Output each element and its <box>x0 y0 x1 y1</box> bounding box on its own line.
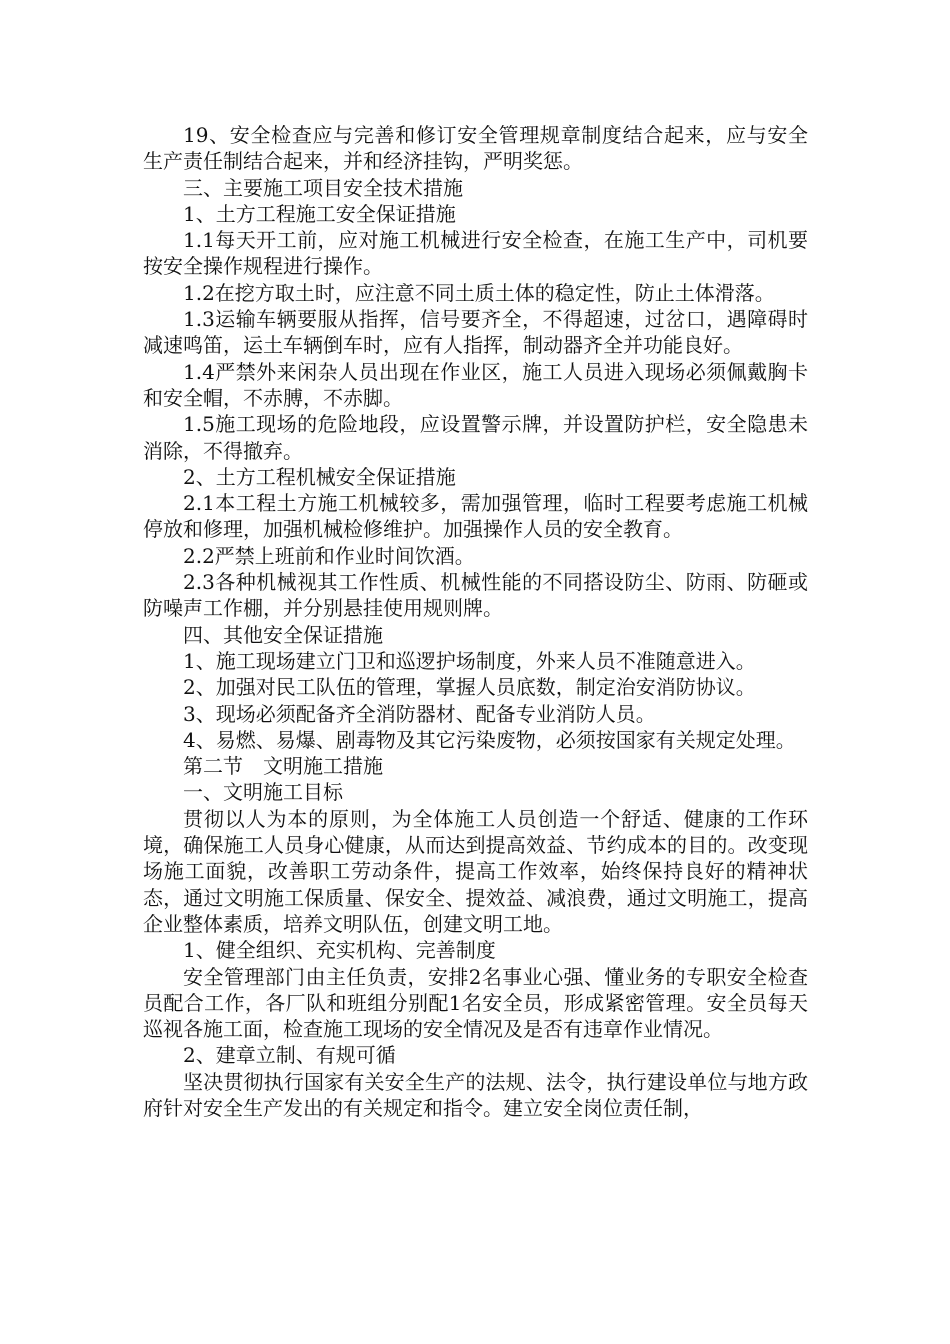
section-heading: 四、其他安全保证措施 <box>183 622 383 647</box>
paragraph: 19、安全检查应与完善和修订安全管理规章制度结合起来，应与安全生产责任制结合起来，并和经济挂钩，严明奖惩。 <box>143 123 808 174</box>
paragraph: 1、施工现场建立门卫和巡逻护场制度，外来人员不准随意进入。 <box>183 648 756 673</box>
subsection-heading: 2、建章立制、有规可循 <box>183 1043 396 1068</box>
paragraph: 1.2在挖方取土时，应注意不同土质土体的稳定性，防止土体滑落。 <box>183 280 775 305</box>
paragraph: 1.4严禁外来闲杂人员出现在作业区，施工人员进入现场必须佩戴胸卡和安全帽，不赤膊，不赤脚。 <box>143 359 808 410</box>
paragraph: 1.1每天开工前，应对施工机械进行安全检查，在施工生产中，司机要按安全操作规程进行操作。 <box>143 228 808 279</box>
paragraph: 1.3运输车辆要服从指挥，信号要齐全，不得超速，过岔口，遇障碍时减速鸣笛，运土车辆倒车时，应有人指挥，制动器齐全并功能良好。 <box>143 307 808 358</box>
paragraph: 2.1本工程土方施工机械较多，需加强管理，临时工程要考虑施工机械停放和修理，加强机械检修维护。加强操作人员的安全教育。 <box>143 491 808 542</box>
paragraph: 贯彻以人为本的原则，为全体施工人员创造一个舒适、健康的工作环境，确保施工人员身心健康，从而达到提高效益、节约成本的目的。改变现场施工面貌，改善职工劳动条件，提高工作效率，始终保持良好的精神状态，通过文明施工保质量、保安全、提效益、减浪费，通过文明施工，提高企业整体素质，培养文明队伍，创建文明工地。 <box>143 806 808 936</box>
document-body <box>143 122 808 1121</box>
paragraph: 坚决贯彻执行国家有关安全生产的法规、法令，执行建设单位与地方政府针对安全生产发出的有关规定和指令。建立安全岗位责任制， <box>143 1069 808 1120</box>
subsection-heading: 2、土方工程机械安全保证措施 <box>183 464 456 489</box>
subsection-heading: 1、土方工程施工安全保证措施 <box>183 201 456 226</box>
paragraph: 2.2严禁上班前和作业时间饮酒。 <box>183 543 475 568</box>
paragraph: 3、现场必须配备齐全消防器材、配备专业消防人员。 <box>183 701 656 726</box>
chapter-heading: 第二节 文明施工措施 <box>183 754 383 779</box>
paragraph: 1.5施工现场的危险地段，应设置警示牌，并设置防护栏，安全隐患未消除，不得撤弃。 <box>143 412 808 463</box>
subsection-heading: 1、健全组织、充实机构、完善制度 <box>183 938 496 963</box>
paragraph: 安全管理部门由主任负责，安排2名事业心强、懂业务的专职安全检查员配合工作，各厂队和班组分别配1名安全员，形成紧密管理。安全员每天巡视各施工面，检查施工现场的安全情况及是否有违章作业情况。 <box>143 964 808 1042</box>
section-heading: 三、主要施工项目安全技术措施 <box>183 175 463 200</box>
paragraph: 2.3各种机械视其工作性质、机械性能的不同搭设防尘、防雨、防砸或防噪声工作棚，并分别悬挂使用规则牌。 <box>143 570 808 621</box>
paragraph: 4、易燃、易爆、剧毒物及其它污染废物，必须按国家有关规定处理。 <box>183 727 796 752</box>
section-heading: 一、文明施工目标 <box>183 780 343 805</box>
paragraph: 2、加强对民工队伍的管理，掌握人员底数，制定治安消防协议。 <box>183 675 756 700</box>
